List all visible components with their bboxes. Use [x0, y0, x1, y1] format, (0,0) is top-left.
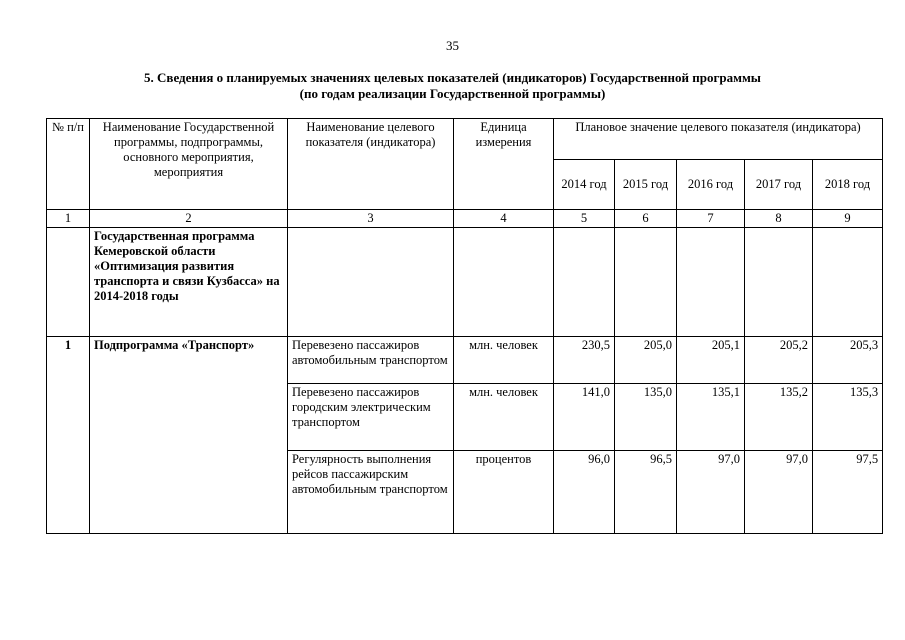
page-number: 35 — [446, 38, 459, 53]
indicator-row — [47, 337, 883, 384]
program-value — [554, 228, 615, 337]
indicator-name: Перевезено пассажиров городским электрическим транспортом — [288, 384, 454, 451]
column-number: 8 — [745, 210, 813, 228]
indicator-unit: млн. человек — [454, 337, 554, 384]
column-number: 4 — [454, 210, 554, 228]
header-name: Наименование Государственной программы, подпрограммы, основного мероприятия, мероприятия — [90, 119, 288, 210]
program-indicator — [288, 228, 454, 337]
header-row-1 — [47, 119, 883, 160]
indicator-unit: млн. человек — [454, 384, 554, 451]
program-no — [47, 228, 90, 337]
column-number-row — [47, 210, 883, 228]
header-year-2014: 2014 год — [554, 160, 615, 210]
indicator-value: 135,0 — [615, 384, 677, 451]
subprogram-no: 1 — [47, 337, 90, 534]
program-unit — [454, 228, 554, 337]
program-value — [615, 228, 677, 337]
header-year-2017: 2017 год — [745, 160, 813, 210]
column-number: 6 — [615, 210, 677, 228]
program-value — [813, 228, 883, 337]
indicator-value: 205,0 — [615, 337, 677, 384]
indicator-value: 205,2 — [745, 337, 813, 384]
title-line-1: 5. Сведения о планируемых значениях целевых показателей (индикаторов) Государственной программы — [144, 70, 761, 85]
indicator-unit: процентов — [454, 451, 554, 534]
column-number: 2 — [90, 210, 288, 228]
indicator-value: 96,5 — [615, 451, 677, 534]
indicators-table — [46, 118, 883, 534]
indicator-value: 97,0 — [745, 451, 813, 534]
header-year-2018: 2018 год — [813, 160, 883, 210]
indicator-value: 135,1 — [677, 384, 745, 451]
indicator-name: Перевезено пассажиров автомобильным транспортом — [288, 337, 454, 384]
indicator-value: 97,5 — [813, 451, 883, 534]
indicator-value: 97,0 — [677, 451, 745, 534]
column-number: 5 — [554, 210, 615, 228]
column-number: 3 — [288, 210, 454, 228]
indicator-value: 141,0 — [554, 384, 615, 451]
header-indicator: Наименование целевого показателя (индикатора) — [288, 119, 454, 210]
column-number: 1 — [47, 210, 90, 228]
header-unit: Единица измерения — [454, 119, 554, 210]
header-planned: Плановое значение целевого показателя (индикатора) — [554, 119, 883, 160]
program-name: Государственная программа Кемеровской области «Оптимизация развития транспорта и связи Кузбасса» на 2014-2018 годы — [90, 228, 288, 337]
program-value — [677, 228, 745, 337]
indicator-name: Регулярность выполнения рейсов пассажирским автомобильным транспортом — [288, 451, 454, 534]
title-line-2: (по годам реализации Государственной программы) — [299, 86, 606, 101]
column-number: 7 — [677, 210, 745, 228]
indicator-value: 96,0 — [554, 451, 615, 534]
indicator-value: 205,3 — [813, 337, 883, 384]
subprogram-name: Подпрограмма «Транспорт» — [90, 337, 288, 534]
indicator-value: 135,3 — [813, 384, 883, 451]
header-year-2015: 2015 год — [615, 160, 677, 210]
document-title — [0, 70, 905, 102]
program-row — [47, 228, 883, 337]
indicator-value: 230,5 — [554, 337, 615, 384]
header-no: № п/п — [47, 119, 90, 210]
indicator-value: 205,1 — [677, 337, 745, 384]
header-year-2016: 2016 год — [677, 160, 745, 210]
program-value — [745, 228, 813, 337]
column-number: 9 — [813, 210, 883, 228]
indicator-value: 135,2 — [745, 384, 813, 451]
